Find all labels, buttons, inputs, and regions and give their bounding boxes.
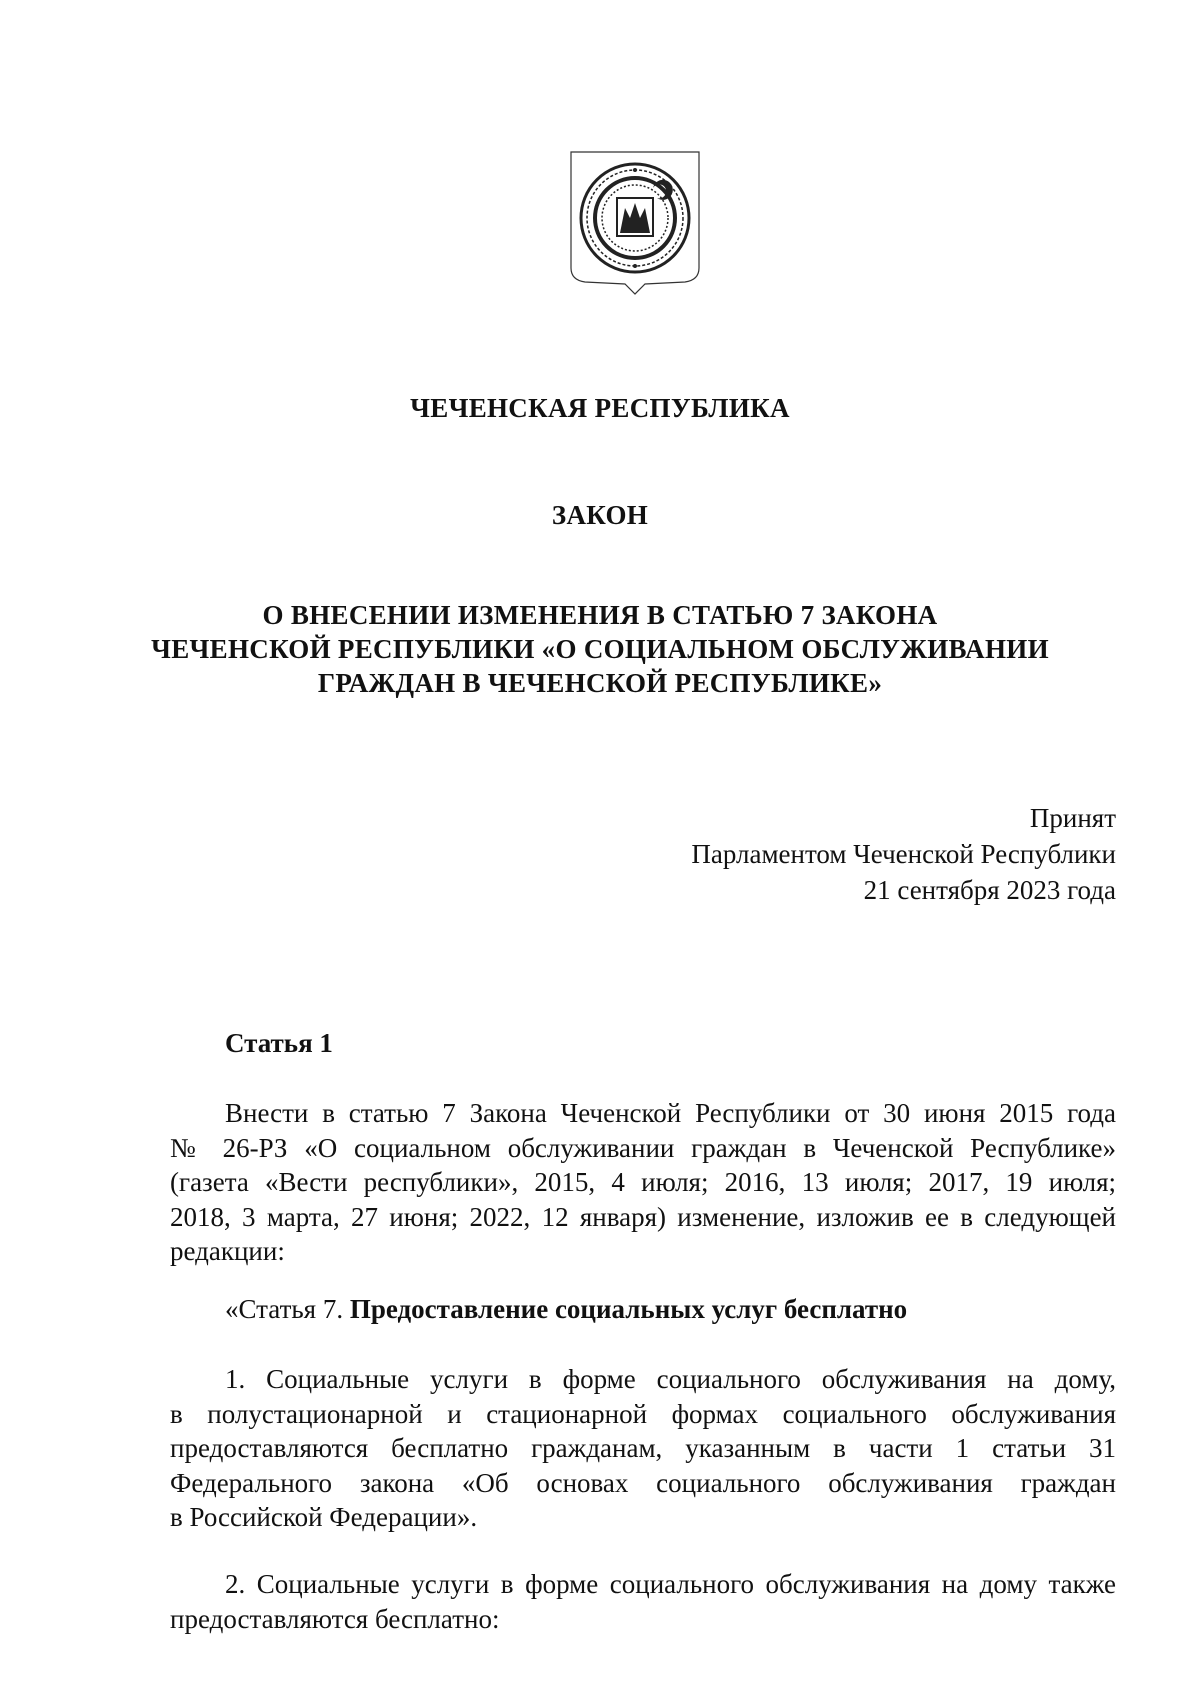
article-heading: Статья 1	[225, 1028, 333, 1058]
document-type: ЗАКОН	[551, 500, 649, 530]
quoted-article-number: «Статья 7.	[225, 1294, 344, 1324]
text-line: Внести в статью 7 Закона Чеченской Республики от 30 июня 2015 года	[225, 1098, 1116, 1128]
text-line: (газета «Вести республики», 2015, 4 июля; 2016, 13 июля; 2017, 19 июля;	[170, 1167, 1116, 1197]
text-line: 2018, 3 марта, 27 июня; 2022, 12 января) изменение, изложив ее в следующей	[170, 1201, 1116, 1232]
text-line: предоставляются бесплатно гражданам, указанным в части 1 статьи 31	[170, 1433, 1116, 1463]
republic-name: ЧЕЧЕНСКАЯ РЕСПУБЛИКА	[410, 393, 790, 423]
article-intro-paragraph	[170, 1096, 1116, 1269]
law-title-line: О ВНЕСЕНИИ ИЗМЕНЕНИЯ В СТАТЬЮ 7 ЗАКОНА	[262, 600, 938, 630]
quoted-article-heading	[225, 1294, 907, 1325]
text-line: предоставляются бесплатно:	[170, 1603, 500, 1634]
text-line: 2. Социальные услуги в форме социального обслуживания на дому также	[225, 1569, 1116, 1599]
text-line: в Российской Федерации».	[170, 1502, 478, 1532]
text-line: редакции:	[170, 1236, 285, 1266]
text-line: № 26-РЗ «О социальном обслуживании граждан в Чеченской Республике»	[170, 1132, 1116, 1163]
text-line: в полустационарной и стационарной формах социального обслуживания	[170, 1398, 1116, 1429]
item-1-paragraph	[170, 1362, 1116, 1535]
item-2-paragraph	[170, 1567, 1116, 1636]
law-title-line: ЧЕЧЕНСКОЙ РЕСПУБЛИКИ «О СОЦИАЛЬНОМ ОБСЛУЖИВАНИИ	[151, 634, 1049, 664]
adoption-date: 21 сентября 2023 года	[863, 875, 1116, 905]
quoted-article-title: Предоставление социальных услуг бесплатно	[349, 1294, 908, 1324]
adoption-status: Принят	[1029, 803, 1116, 833]
law-title-line: ГРАЖДАН В ЧЕЧЕНСКОЙ РЕСПУБЛИКЕ»	[317, 668, 883, 698]
adoption-block	[691, 800, 1116, 908]
text-line: Федерального закона «Об основах социального обслуживания граждан	[170, 1467, 1116, 1498]
adoption-body: Парламентом Чеченской Республики	[691, 839, 1116, 869]
text-line: 1. Социальные услуги в форме социального обслуживания на дому,	[225, 1364, 1116, 1394]
law-title	[0, 598, 1200, 700]
coat-of-arms-icon	[565, 148, 705, 308]
